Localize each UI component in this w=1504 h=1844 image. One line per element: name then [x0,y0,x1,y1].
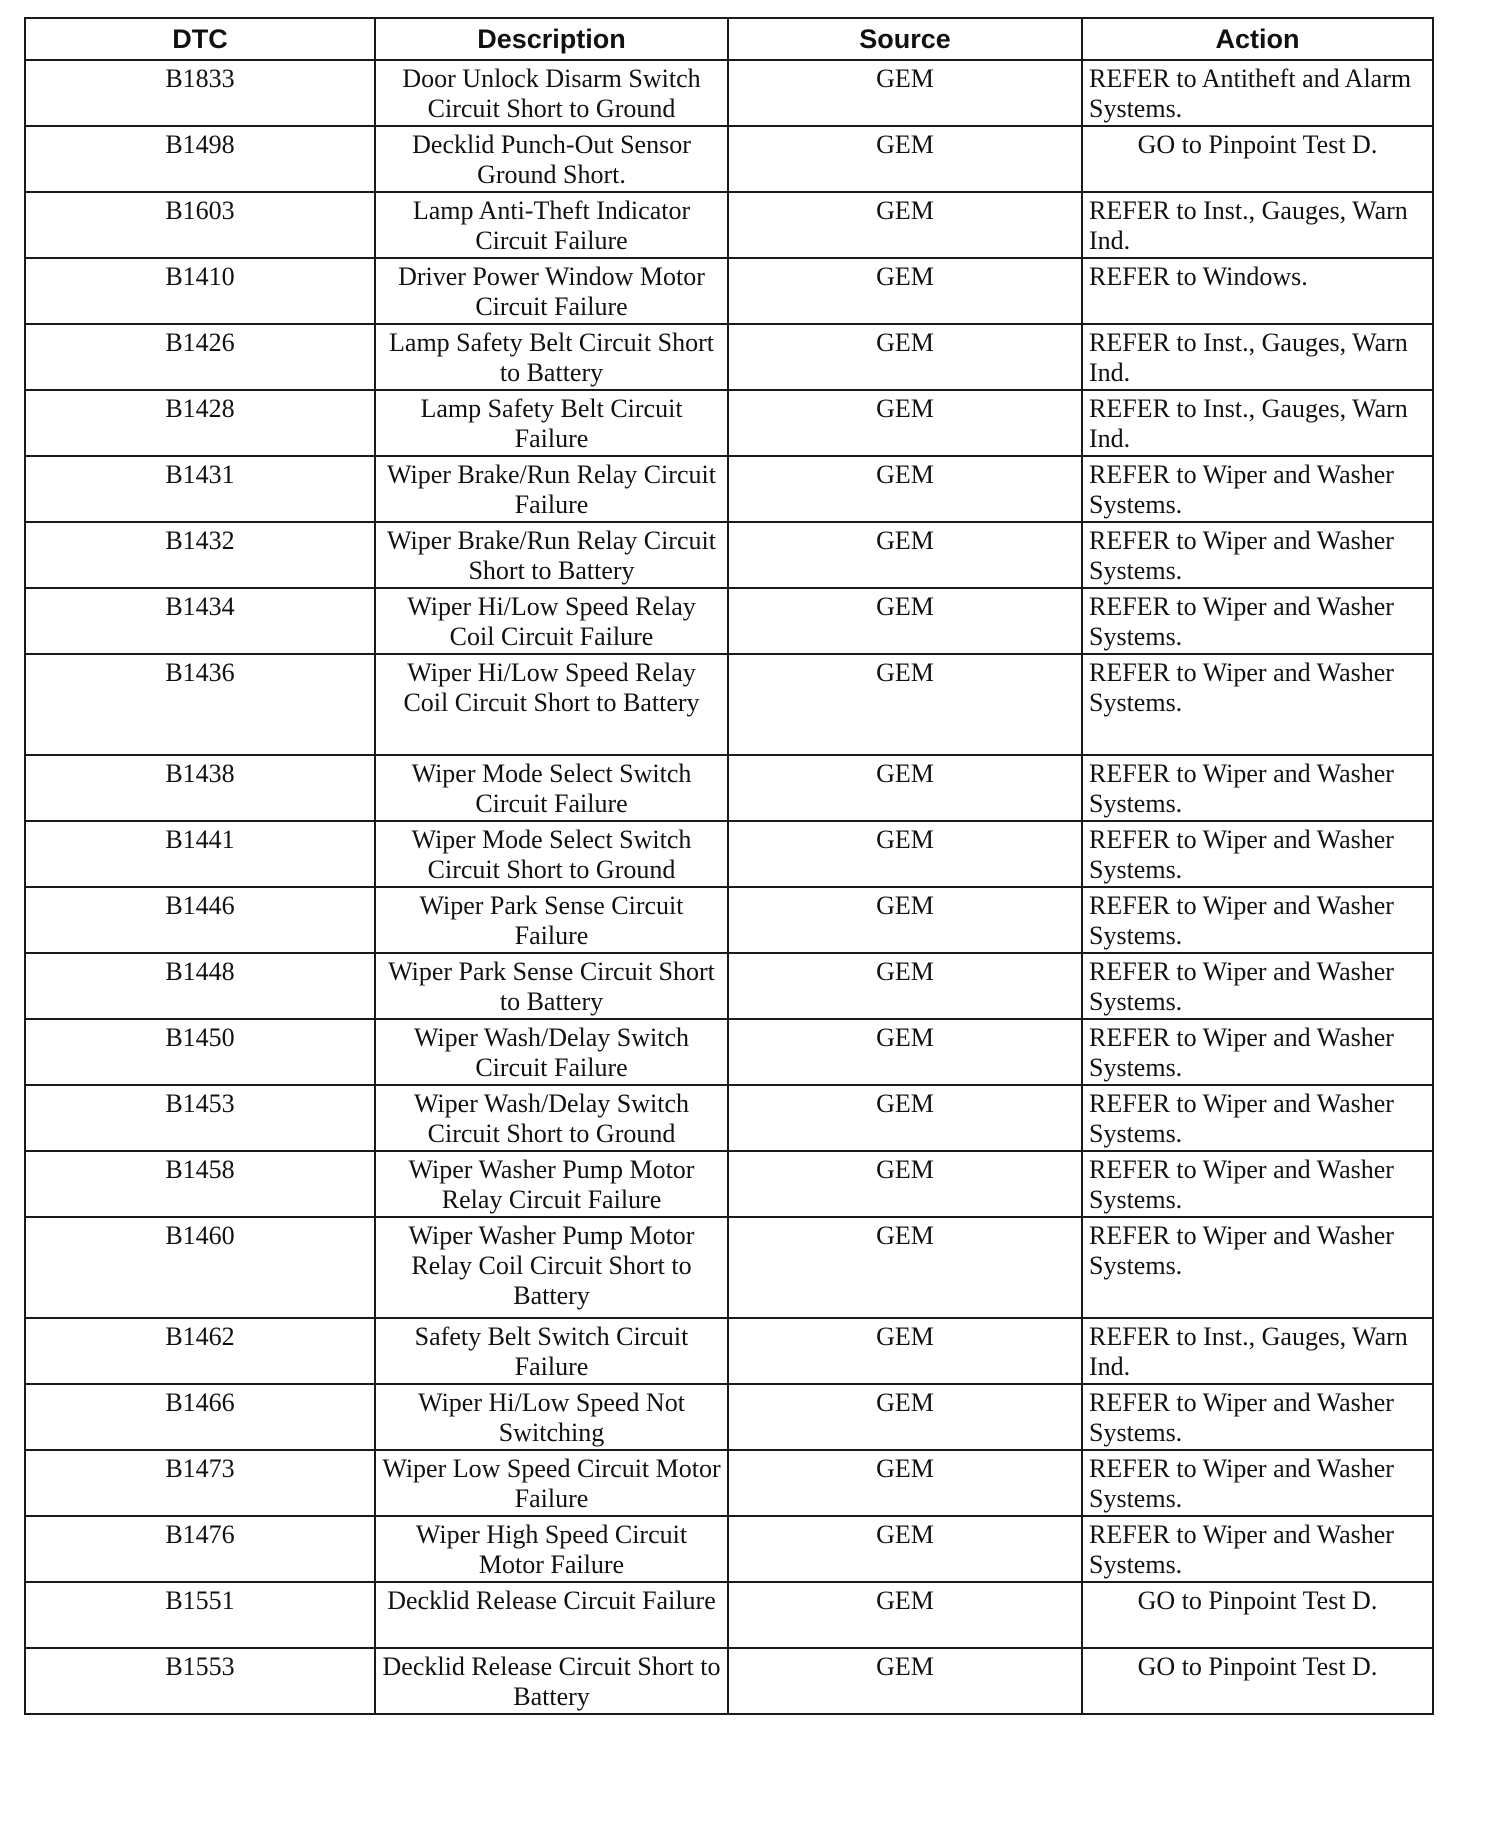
dtc-cell: B1466 [25,1384,375,1450]
source-cell: GEM [728,1217,1082,1318]
action-cell: REFER to Wiper and Washer Systems. [1082,522,1433,588]
description-cell: Wiper Mode Select Switch Circuit Short to Ground [375,821,728,887]
table-row [25,1217,1433,1318]
dtc-cell: B1462 [25,1318,375,1384]
table-row [25,192,1433,258]
dtc-cell: B1410 [25,258,375,324]
table-row [25,1384,1433,1450]
dtc-cell: B1432 [25,522,375,588]
description-cell: Wiper Park Sense Circuit Failure [375,887,728,953]
table-row [25,126,1433,192]
source-cell: GEM [728,258,1082,324]
table-row [25,522,1433,588]
description-cell: Decklid Release Circuit Short to Battery [375,1648,728,1714]
dtc-cell: B1450 [25,1019,375,1085]
description-cell: Driver Power Window Motor Circuit Failure [375,258,728,324]
description-cell: Wiper Wash/Delay Switch Circuit Failure [375,1019,728,1085]
dtc-cell: B1426 [25,324,375,390]
source-cell: GEM [728,60,1082,126]
description-cell: Door Unlock Disarm Switch Circuit Short to Ground [375,60,728,126]
source-cell: GEM [728,755,1082,821]
description-cell: Wiper Washer Pump Motor Relay Coil Circuit Short to Battery [375,1217,728,1318]
table-row [25,60,1433,126]
dtc-cell: B1431 [25,456,375,522]
table-row [25,1151,1433,1217]
dtc-cell: B1551 [25,1582,375,1648]
action-cell: REFER to Wiper and Washer Systems. [1082,1019,1433,1085]
dtc-cell: B1448 [25,953,375,1019]
description-cell: Wiper Hi/Low Speed Relay Coil Circuit Short to Battery [375,654,728,755]
dtc-cell: B1441 [25,821,375,887]
source-cell: GEM [728,1582,1082,1648]
table-row [25,887,1433,953]
header-dtc: DTC [25,18,375,60]
source-cell: GEM [728,821,1082,887]
table-row [25,953,1433,1019]
description-cell: Decklid Release Circuit Failure [375,1582,728,1648]
description-cell: Wiper High Speed Circuit Motor Failure [375,1516,728,1582]
action-cell: REFER to Wiper and Washer Systems. [1082,1217,1433,1318]
dtc-cell: B1434 [25,588,375,654]
table-header-row [25,18,1433,60]
table-row [25,324,1433,390]
action-cell: REFER to Wiper and Washer Systems. [1082,456,1433,522]
action-cell: REFER to Inst., Gauges, Warn Ind. [1082,324,1433,390]
action-cell: REFER to Wiper and Washer Systems. [1082,1516,1433,1582]
header-action: Action [1082,18,1433,60]
table-body [25,60,1433,1714]
header-description: Description [375,18,728,60]
dtc-cell: B1553 [25,1648,375,1714]
dtc-cell: B1428 [25,390,375,456]
source-cell: GEM [728,953,1082,1019]
table-row [25,258,1433,324]
description-cell: Wiper Low Speed Circuit Motor Failure [375,1450,728,1516]
dtc-cell: B1436 [25,654,375,755]
dtc-cell: B1473 [25,1450,375,1516]
action-cell: REFER to Windows. [1082,258,1433,324]
action-cell: REFER to Wiper and Washer Systems. [1082,1384,1433,1450]
action-cell: REFER to Wiper and Washer Systems. [1082,821,1433,887]
action-cell: GO to Pinpoint Test D. [1082,1582,1433,1648]
action-cell: REFER to Wiper and Washer Systems. [1082,755,1433,821]
source-cell: GEM [728,456,1082,522]
action-cell: REFER to Wiper and Washer Systems. [1082,588,1433,654]
source-cell: GEM [728,1516,1082,1582]
source-cell: GEM [728,324,1082,390]
table-row [25,654,1433,755]
dtc-cell: B1453 [25,1085,375,1151]
dtc-cell: B1446 [25,887,375,953]
description-cell: Wiper Wash/Delay Switch Circuit Short to Ground [375,1085,728,1151]
action-cell: REFER to Inst., Gauges, Warn Ind. [1082,390,1433,456]
source-cell: GEM [728,1019,1082,1085]
table-row [25,390,1433,456]
header-source: Source [728,18,1082,60]
action-cell: GO to Pinpoint Test D. [1082,126,1433,192]
description-cell: Wiper Hi/Low Speed Not Switching [375,1384,728,1450]
description-cell: Wiper Brake/Run Relay Circuit Failure [375,456,728,522]
table-row [25,1516,1433,1582]
source-cell: GEM [728,1450,1082,1516]
description-cell: Wiper Park Sense Circuit Short to Battery [375,953,728,1019]
source-cell: GEM [728,1085,1082,1151]
table-row [25,1318,1433,1384]
dtc-cell: B1833 [25,60,375,126]
source-cell: GEM [728,1151,1082,1217]
table-row [25,1019,1433,1085]
description-cell: Wiper Brake/Run Relay Circuit Short to Battery [375,522,728,588]
description-cell: Lamp Anti-Theft Indicator Circuit Failure [375,192,728,258]
description-cell: Wiper Hi/Low Speed Relay Coil Circuit Failure [375,588,728,654]
table-row [25,456,1433,522]
table-row [25,821,1433,887]
source-cell: GEM [728,1384,1082,1450]
document-page [24,17,1432,1715]
table-row [25,1648,1433,1714]
table-row [25,1450,1433,1516]
description-cell: Decklid Punch-Out Sensor Ground Short. [375,126,728,192]
dtc-cell: B1603 [25,192,375,258]
dtc-cell: B1498 [25,126,375,192]
source-cell: GEM [728,1648,1082,1714]
dtc-cell: B1460 [25,1217,375,1318]
source-cell: GEM [728,588,1082,654]
dtc-cell: B1476 [25,1516,375,1582]
action-cell: REFER to Antitheft and Alarm Systems. [1082,60,1433,126]
source-cell: GEM [728,654,1082,755]
description-cell: Safety Belt Switch Circuit Failure [375,1318,728,1384]
table-row [25,1582,1433,1648]
dtc-cell: B1458 [25,1151,375,1217]
description-cell: Wiper Mode Select Switch Circuit Failure [375,755,728,821]
action-cell: REFER to Wiper and Washer Systems. [1082,1450,1433,1516]
action-cell: REFER to Wiper and Washer Systems. [1082,953,1433,1019]
action-cell: REFER to Inst., Gauges, Warn Ind. [1082,192,1433,258]
description-cell: Lamp Safety Belt Circuit Short to Battery [375,324,728,390]
table-row [25,1085,1433,1151]
source-cell: GEM [728,1318,1082,1384]
dtc-cell: B1438 [25,755,375,821]
dtc-table [24,17,1434,1715]
source-cell: GEM [728,522,1082,588]
source-cell: GEM [728,126,1082,192]
table-row [25,588,1433,654]
source-cell: GEM [728,390,1082,456]
action-cell: REFER to Inst., Gauges, Warn Ind. [1082,1318,1433,1384]
action-cell: REFER to Wiper and Washer Systems. [1082,887,1433,953]
action-cell: REFER to Wiper and Washer Systems. [1082,1085,1433,1151]
action-cell: GO to Pinpoint Test D. [1082,1648,1433,1714]
action-cell: REFER to Wiper and Washer Systems. [1082,654,1433,755]
action-cell: REFER to Wiper and Washer Systems. [1082,1151,1433,1217]
table-row [25,755,1433,821]
source-cell: GEM [728,887,1082,953]
description-cell: Lamp Safety Belt Circuit Failure [375,390,728,456]
description-cell: Wiper Washer Pump Motor Relay Circuit Failure [375,1151,728,1217]
source-cell: GEM [728,192,1082,258]
